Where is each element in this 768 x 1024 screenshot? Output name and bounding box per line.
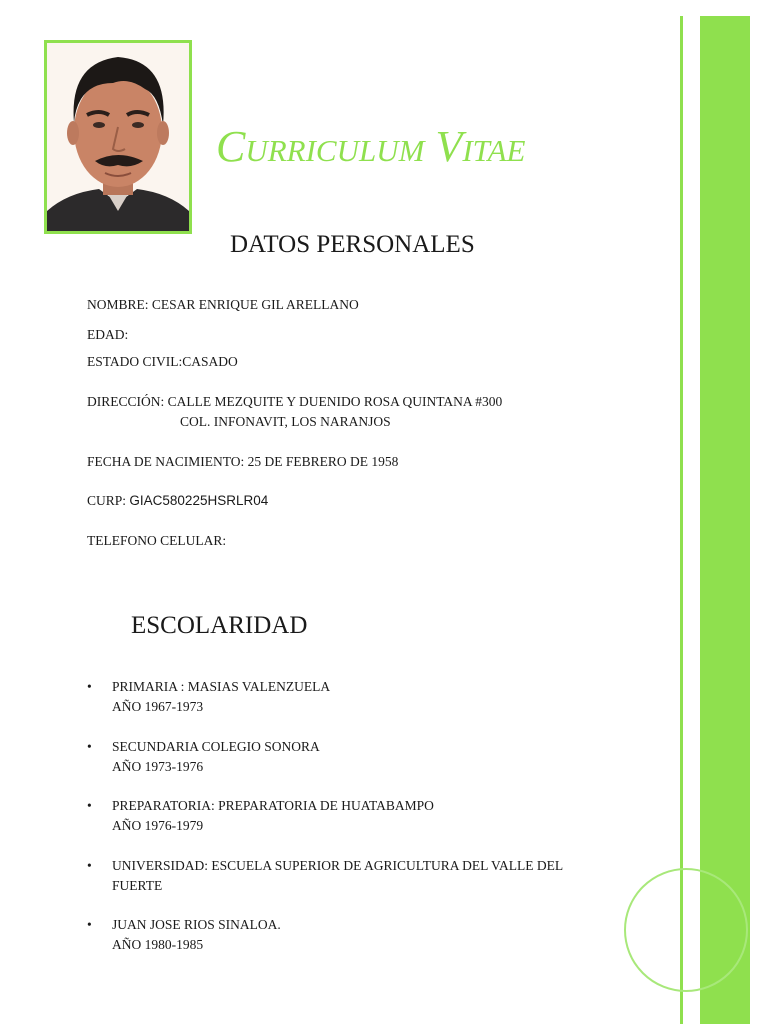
education-item-title: PRIMARIA : MASIAS VALENZUELA [112,679,331,694]
curp-value: GIAC580225HSRLR04 [129,493,269,508]
bullet-icon: • [87,798,92,813]
escolaridad-heading: ESCOLARIDAD [131,612,308,639]
bullet-icon: • [87,917,92,932]
education-item [87,915,647,955]
datos-personales-heading: DATOS PERSONALES [230,231,475,258]
edad-field: EDAD: [87,327,129,342]
education-item-detail: AÑO 1976-1979 [112,818,204,833]
estado-civil-field: ESTADO CIVIL:CASADO [87,354,238,369]
profile-photo [44,40,192,234]
education-item-title: UNIVERSIDAD: ESCUELA SUPERIOR DE AGRICULTURA DEL VALLE DEL [112,858,564,873]
nombre-field: NOMBRE: CESAR ENRIQUE GIL ARELLANO [87,297,359,312]
bullet-icon: • [87,739,92,754]
direccion-field-line2: COL. INFONAVIT, LOS NARANJOS [180,414,391,429]
education-item-detail: AÑO 1973-1976 [112,759,204,774]
education-item-title: PREPARATORIA: PREPARATORIA DE HUATABAMPO [112,798,434,813]
education-item [87,796,647,836]
direccion-field: DIRECCIÓN: CALLE MEZQUITE Y DUENIDO ROSA QUINTANA #300 [87,394,503,409]
education-item-detail: AÑO 1967-1973 [112,699,204,714]
profile-photo-image [47,43,189,231]
curp-field [87,491,268,511]
telefono-field: TELEFONO CELULAR: [87,533,227,548]
education-item [87,856,647,896]
curp-label: CURP: [87,493,127,508]
education-item-detail: FUERTE [112,878,163,893]
cv-title: Curriculum Vitae [216,122,526,171]
bullet-icon: • [87,858,92,873]
education-item-title: JUAN JOSE RIOS SINALOA. [112,917,281,932]
bullet-icon: • [87,679,92,694]
education-item [87,677,647,717]
fecha-nacimiento-field: FECHA DE NACIMIENTO: 25 DE FEBRERO DE 1958 [87,454,399,469]
education-item-detail: AÑO 1980-1985 [112,937,204,952]
education-item [87,737,647,777]
education-item-title: SECUNDARIA COLEGIO SONORA [112,739,320,754]
